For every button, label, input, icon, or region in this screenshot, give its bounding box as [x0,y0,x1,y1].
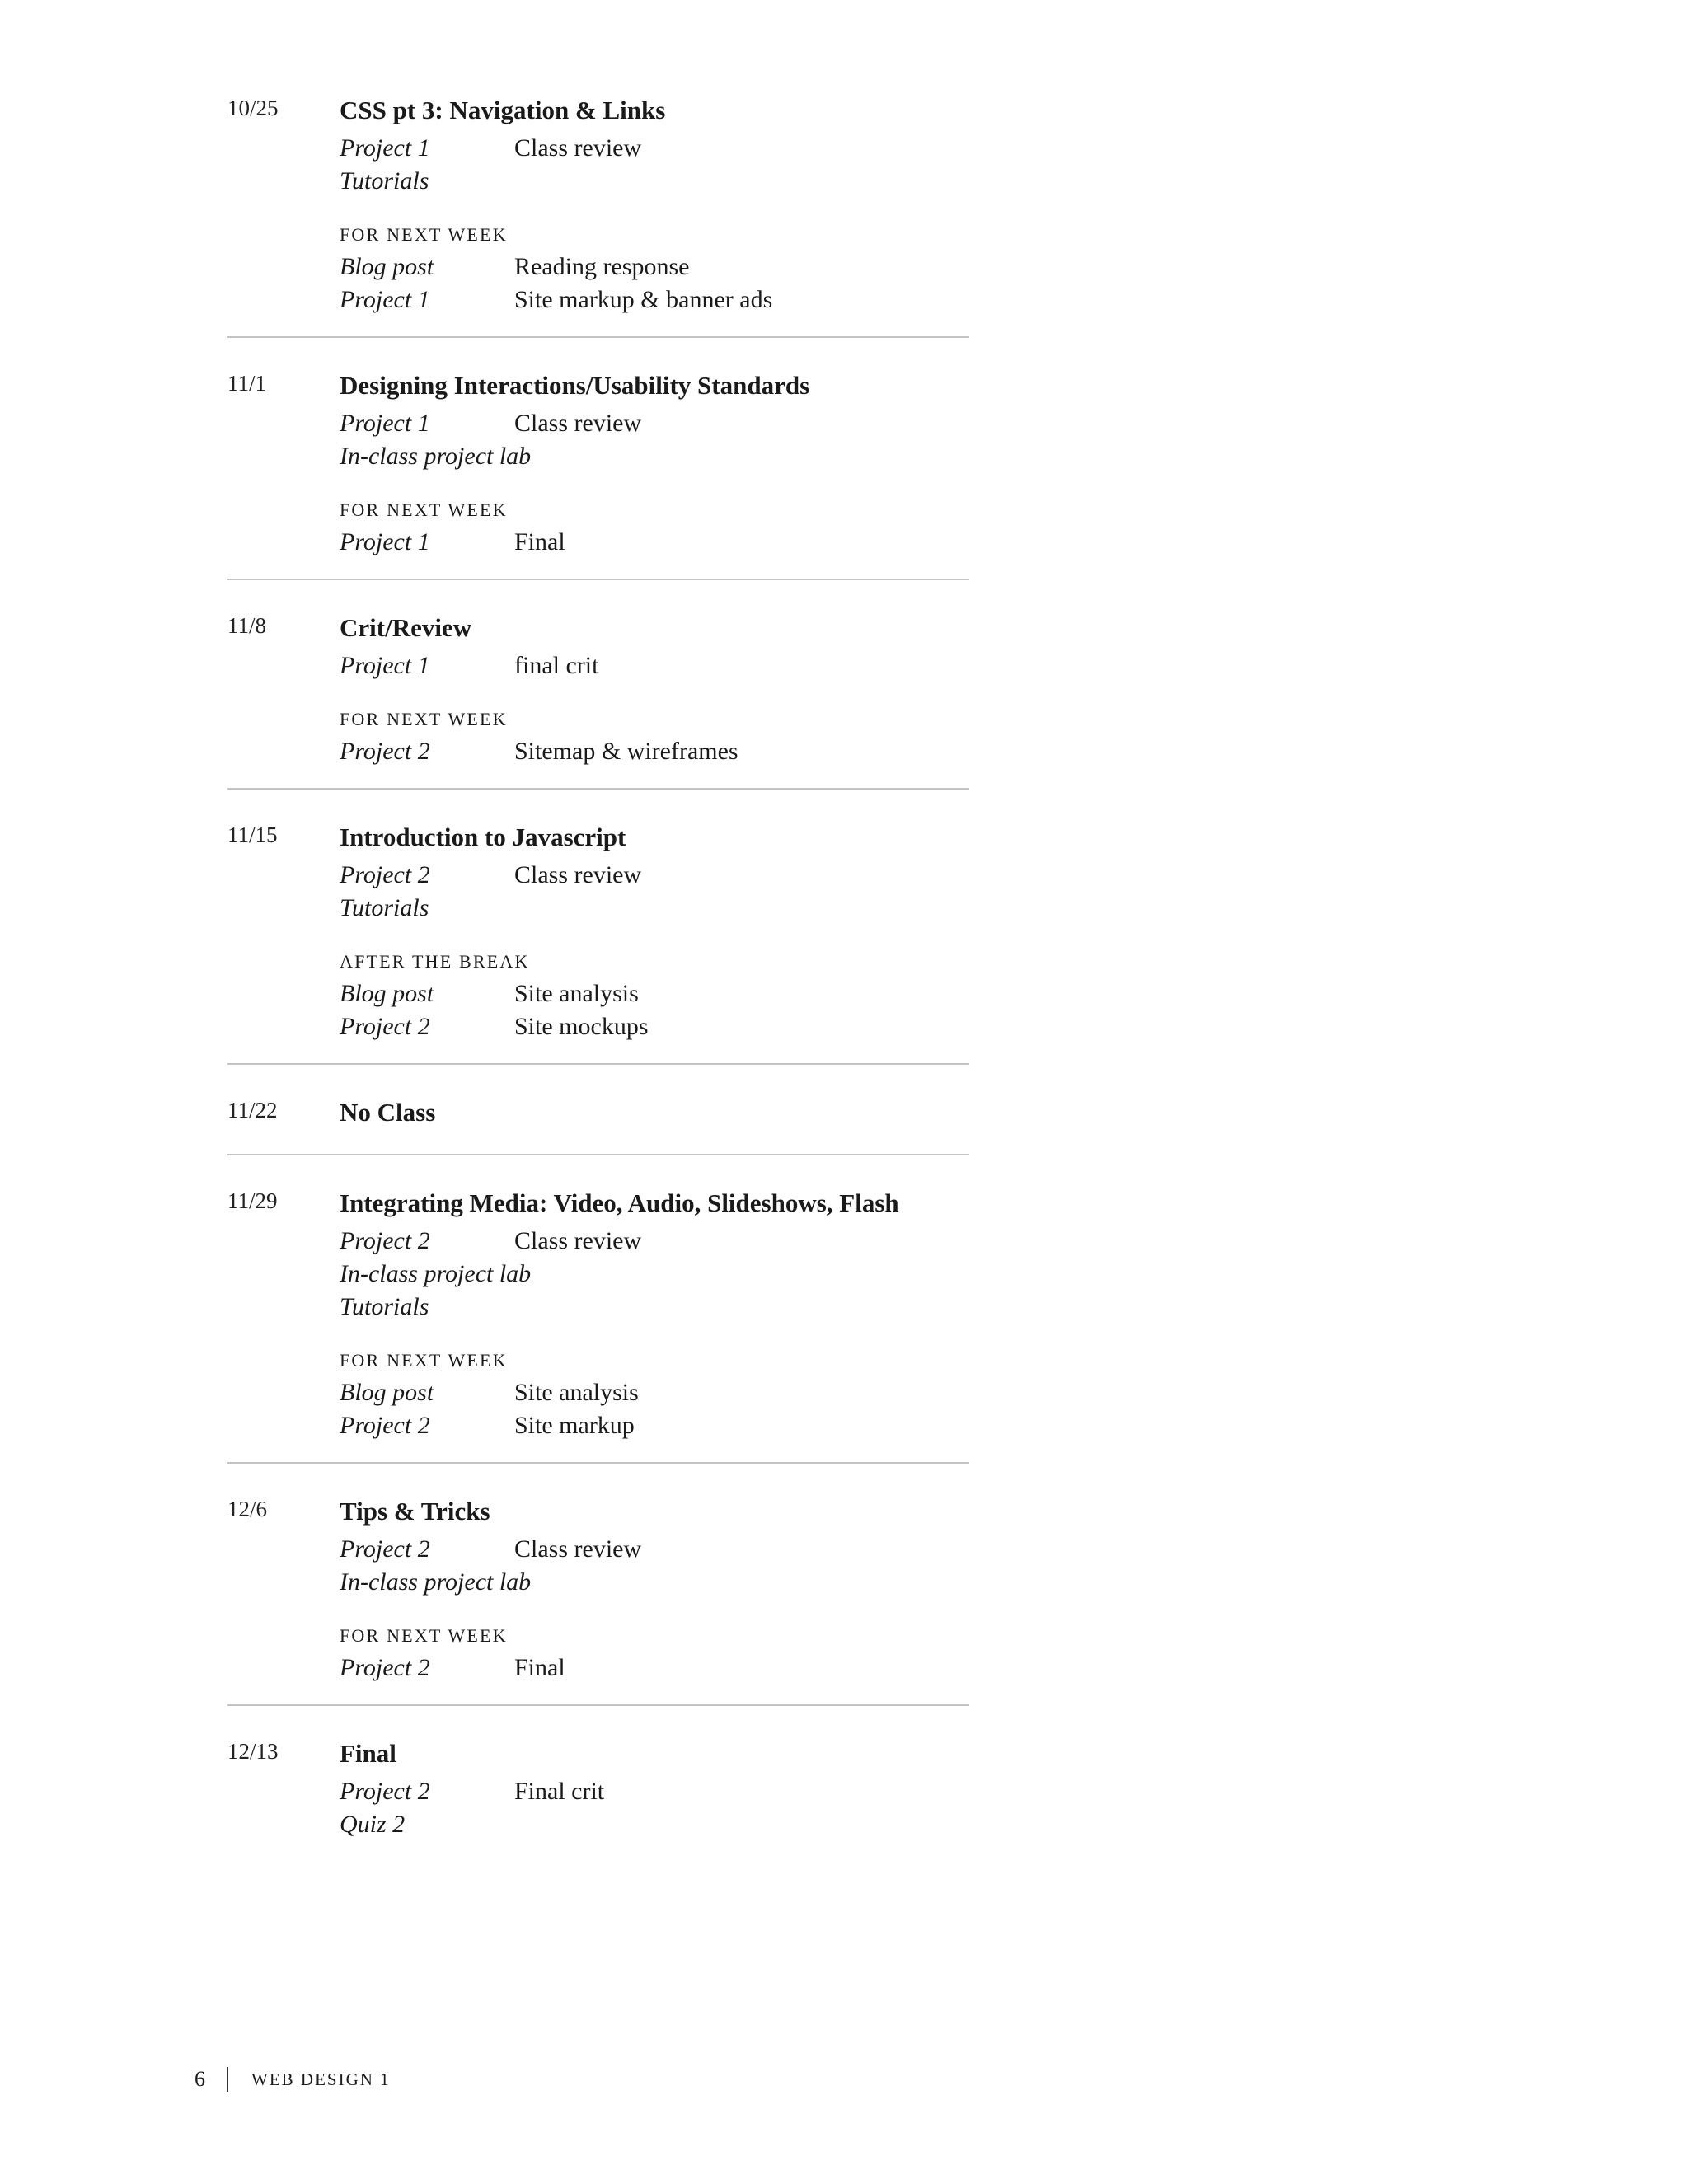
session [227,610,969,790]
item-value: Final crit [514,1778,605,1805]
session-date: 11/15 [227,823,278,847]
session-item [340,440,969,473]
session-item [340,1291,969,1324]
item-label: Quiz 2 [340,1811,406,1838]
session-body [340,612,969,768]
assignment-item [340,735,969,768]
session [227,1736,969,1861]
session-body [340,1737,969,1841]
session-body [340,1187,969,1442]
session-item [340,649,969,682]
session [227,1185,969,1464]
item-label: Project 1 [340,286,430,313]
item-label: Project 2 [340,1013,430,1040]
session-title: Designing Interactions/Usability Standards [340,371,810,400]
session-date: 10/25 [227,96,279,120]
item-label: In-class project lab [340,1260,532,1287]
assignment-item [340,1376,969,1409]
session [227,1094,969,1155]
session-item [340,1533,969,1566]
assignment-item [340,1652,969,1685]
session-item [340,1225,969,1258]
item-label: Blog post [340,980,434,1007]
session-item [340,1566,969,1599]
item-value: Site markup [514,1412,635,1439]
page-number: 6 [195,2067,205,2091]
schedule [227,92,969,1861]
item-value: Class review [514,861,642,888]
next-week-heading: FOR NEXT WEEK [340,224,508,245]
session-title: No Class [340,1098,436,1127]
next-week-heading: FOR NEXT WEEK [340,499,508,520]
item-label: Blog post [340,253,434,280]
session-body [340,94,969,316]
item-value: Final [514,1654,565,1681]
assignment-item [340,1409,969,1442]
next-week-heading: AFTER THE BREAK [340,951,530,972]
footer-divider [227,2067,228,2092]
item-label: Tutorials [340,1293,429,1320]
item-label: Project 2 [340,1654,430,1681]
item-value: Class review [514,410,642,437]
item-label: Project 1 [340,528,430,555]
session-item [340,892,969,925]
assignment-item [340,284,969,316]
session-title: Integrating Media: Video, Audio, Slideshows, Flash [340,1188,899,1217]
assignment-item [340,526,969,559]
item-label: Project 1 [340,652,430,679]
session-item [340,165,969,198]
session-date: 11/1 [227,371,266,396]
session-item [340,132,969,165]
session-item [340,407,969,440]
item-value: Site mockups [514,1013,649,1040]
item-value: Final [514,528,565,555]
item-label: Project 1 [340,410,430,437]
item-value: Class review [514,1535,642,1563]
assignment-item [340,251,969,284]
assignment-item [340,977,969,1010]
item-label: In-class project lab [340,443,532,470]
session [227,819,969,1065]
item-label: Project 2 [340,738,430,765]
assignment-item [340,1010,969,1043]
item-value: Site markup & banner ads [514,286,773,313]
item-label: Tutorials [340,894,429,921]
item-value: Site analysis [514,980,639,1007]
session-date: 11/22 [227,1098,278,1122]
session-item [340,1258,969,1291]
session [227,1493,969,1706]
session-body [340,821,969,1043]
session-date: 11/8 [227,613,266,638]
next-week-heading: FOR NEXT WEEK [340,1625,508,1646]
session-date: 12/6 [227,1497,268,1521]
item-label: Project 2 [340,1227,430,1254]
session-title: Tips & Tricks [340,1497,490,1526]
item-label: Project 2 [340,861,430,888]
session-title: CSS pt 3: Navigation & Links [340,96,666,124]
session-item [340,1808,969,1841]
session-title: Crit/Review [340,613,472,642]
item-value: final crit [514,652,599,679]
item-value: Reading response [514,253,690,280]
session-body [340,369,969,559]
item-label: Blog post [340,1379,434,1406]
next-week-heading: FOR NEXT WEEK [340,709,508,729]
session-date: 12/13 [227,1739,279,1764]
session [227,92,969,338]
session-item [340,859,969,892]
item-label: Project 2 [340,1535,430,1563]
session-title: Final [340,1739,396,1768]
next-week-heading: FOR NEXT WEEK [340,1350,508,1371]
session-date: 11/29 [227,1188,278,1213]
item-value: Class review [514,1227,642,1254]
course-name: WEB DESIGN 1 [251,2069,391,2089]
page-footer [195,2067,391,2092]
item-label: Project 1 [340,134,430,162]
item-label: In-class project lab [340,1568,532,1596]
session [227,368,969,580]
item-value: Sitemap & wireframes [514,738,738,765]
item-label: Project 2 [340,1778,430,1805]
session-item [340,1775,969,1808]
item-label: Tutorials [340,167,429,194]
item-value: Class review [514,134,642,162]
item-label: Project 2 [340,1412,430,1439]
session-body [340,1096,969,1129]
session-body [340,1495,969,1685]
session-title: Introduction to Javascript [340,823,626,851]
item-value: Site analysis [514,1379,639,1406]
